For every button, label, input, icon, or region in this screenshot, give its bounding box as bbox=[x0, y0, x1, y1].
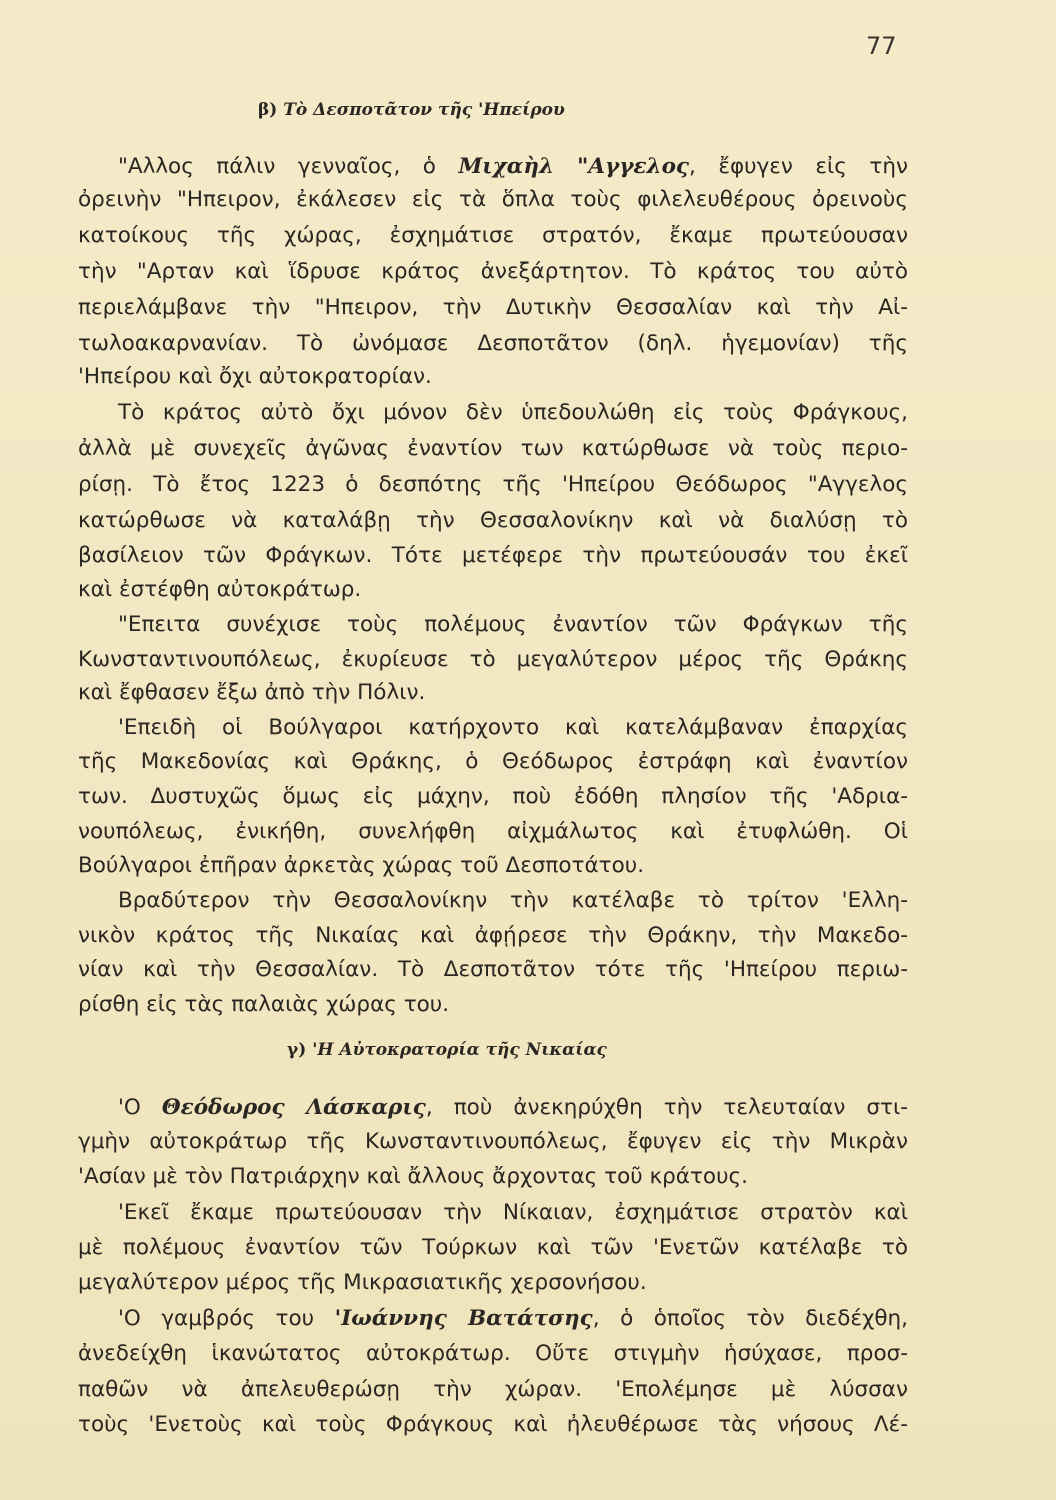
text-line: τωλοακαρνανίαν. Τὸ ὠνόμασε Δεσποτᾶτον (δηλ. ἡγεμονίαν) τῆς bbox=[78, 331, 908, 356]
text-line: περιελάμβανε τὴν "Ηπειρον, τὴν Δυτικὴν Θεσσαλίαν καὶ τὴν Αἰ- bbox=[78, 295, 908, 320]
text-line: μὲ πολέμους ἐναντίον τῶν Τούρκων καὶ τῶν 'Ενετῶν κατέλαβε τὸ bbox=[78, 1235, 908, 1260]
heading-prefix: β) bbox=[258, 100, 278, 120]
text-line: των. Δυστυχῶς ὅμως εἰς μάχην, ποὺ ἐδόθη πλησίον τῆς 'Αδρια- bbox=[78, 784, 908, 809]
text-line: νουπόλεως, ἐνικήθη, συνελήφθη αἰχμάλωτος καὶ ἐτυφλώθη. Οἱ bbox=[78, 819, 908, 844]
text-line: κατοίκους τῆς χώρας, ἐσχημάτισε στρατόν, ἔκαμε πρωτεύουσαν bbox=[78, 223, 908, 248]
heading-prefix: γ) bbox=[287, 1040, 307, 1060]
text-line: τὴν "Αρταν καὶ ἵδρυσε κράτος ἀνεξάρτητον. Τὸ κράτος του αὐτὸ bbox=[78, 259, 908, 284]
text-line: καὶ ἔφθασεν ἔξω ἀπὸ τὴν Πόλιν. bbox=[78, 680, 426, 705]
text-line: Βραδύτερον τὴν Θεσσαλονίκην τὴν κατέλαβε τὸ τρίτον 'Ελλη- bbox=[118, 888, 908, 913]
text-line: νίαν καὶ τὴν Θεσσαλίαν. Τὸ Δεσποτᾶτον τότε τῆς 'Ηπείρου περιω- bbox=[78, 957, 908, 982]
page-number: 77 bbox=[866, 32, 897, 60]
text-line: Κωνσταντινουπόλεως, ἐκυρίευσε τὸ μεγαλύτερον μέρος τῆς Θράκης bbox=[78, 647, 908, 672]
text-line: γμὴν αὐτοκράτωρ τῆς Κωνσταντινουπόλεως, ἔφυγεν εἰς τὴν Μικρὰν bbox=[78, 1129, 908, 1154]
text-line: Βούλγαροι ἐπῆραν ἀρκετὰς χώρας τοῦ Δεσποτάτου. bbox=[78, 853, 645, 878]
text-line: Τὸ κράτος αὐτὸ ὄχι μόνον δὲν ὑπεδουλώθη εἰς τοὺς Φράγκους, bbox=[118, 400, 908, 425]
text-line: ὀρεινὴν "Ηπειρον, ἐκάλεσεν εἰς τὰ ὅπλα τοὺς φιλελευθέρους ὀρεινοὺς bbox=[78, 187, 908, 212]
text-line: ρίσῃ. Τὸ ἔτος 1223 ὁ δεσπότης τῆς 'Ηπείρου Θεόδωρος "Αγγελος bbox=[78, 472, 908, 497]
text-line: ἀλλὰ μὲ συνεχεῖς ἀγῶνας ἐναντίον των κατώρθωσε νὰ τοὺς περιο- bbox=[78, 436, 908, 461]
text-line: 'Ο γαμβρός του 'Ιωάννης Βατάτσης, ὁ ὁποῖος τὸν διεδέχθη, bbox=[118, 1306, 909, 1331]
text-line: 'Ασίαν μὲ τὸν Πατριάρχην καὶ ἄλλους ἄρχοντας τοῦ κράτους. bbox=[78, 1164, 748, 1189]
text-line: "Επειτα συνέχισε τοὺς πολέμους ἐναντίον τῶν Φράγκων τῆς bbox=[118, 612, 908, 637]
text-line: 'Εκεῖ ἔκαμε πρωτεύουσαν τὴν Νίκαιαν, ἐσχημάτισε στρατὸν καὶ bbox=[118, 1200, 908, 1225]
text-line: κατώρθωσε νὰ καταλάβῃ τὴν Θεσσαλονίκην καὶ νὰ διαλύσῃ τὸ bbox=[78, 508, 908, 533]
text-line: τῆς Μακεδονίας καὶ Θράκης, ὁ Θεόδωρος ἐστράφη καὶ ἐναντίον bbox=[78, 749, 908, 774]
text-line: 'Ο Θεόδωρος Λάσκαρις, ποὺ ἀνεκηρύχθη τὴν τελευταίαν στι- bbox=[118, 1095, 908, 1120]
text-line: νικὸν κράτος τῆς Νικαίας καὶ ἀφῄρεσε τὴν Θράκην, τὴν Μακεδο- bbox=[78, 923, 908, 948]
text-line: τοὺς 'Ενετοὺς καὶ τοὺς Φράγκους καὶ ἠλευθέρωσε τὰς νήσους Λέ- bbox=[78, 1412, 908, 1437]
text-line: μεγαλύτερον μέρος τῆς Μικρασιατικῆς χερσονήσου. bbox=[78, 1270, 647, 1295]
text-line: καὶ ἐστέφθη αὐτοκράτωρ. bbox=[78, 577, 362, 602]
section-heading-despotate bbox=[258, 100, 565, 120]
heading-title: 'Η Αὐτοκρατορία τῆς Νικαίας bbox=[312, 1040, 607, 1060]
text-line: 'Ηπείρου καὶ ὄχι αὐτοκρατορίαν. bbox=[78, 364, 432, 389]
text-line: 'Επειδὴ οἱ Βούλγαροι κατήρχοντο καὶ κατελάμβαναν ἐπαρχίας bbox=[118, 715, 908, 740]
section-heading-nicaea bbox=[287, 1040, 607, 1060]
text-line: βασίλειον τῶν Φράγκων. Τότε μετέφερε τὴν πρωτεύουσάν του ἐκεῖ bbox=[78, 543, 908, 568]
heading-title: Τὸ Δεσποτᾶτον τῆς 'Ηπείρου bbox=[283, 100, 565, 120]
text-line: παθῶν νὰ ἀπελευθερώσῃ τὴν χώραν. 'Επολέμησε μὲ λύσσαν bbox=[78, 1377, 908, 1402]
text-line: "Αλλος πάλιν γενναῖος, ὁ Μιχαὴλ "Αγγελος, ἔφυγεν εἰς τὴν bbox=[118, 154, 908, 179]
text-line: ἀνεδείχθη ἱκανώτατος αὐτοκράτωρ. Οὔτε στιγμὴν ἡσύχασε, προσ- bbox=[78, 1341, 908, 1366]
text-line: ρίσθη εἰς τὰς παλαιὰς χώρας του. bbox=[78, 992, 450, 1017]
